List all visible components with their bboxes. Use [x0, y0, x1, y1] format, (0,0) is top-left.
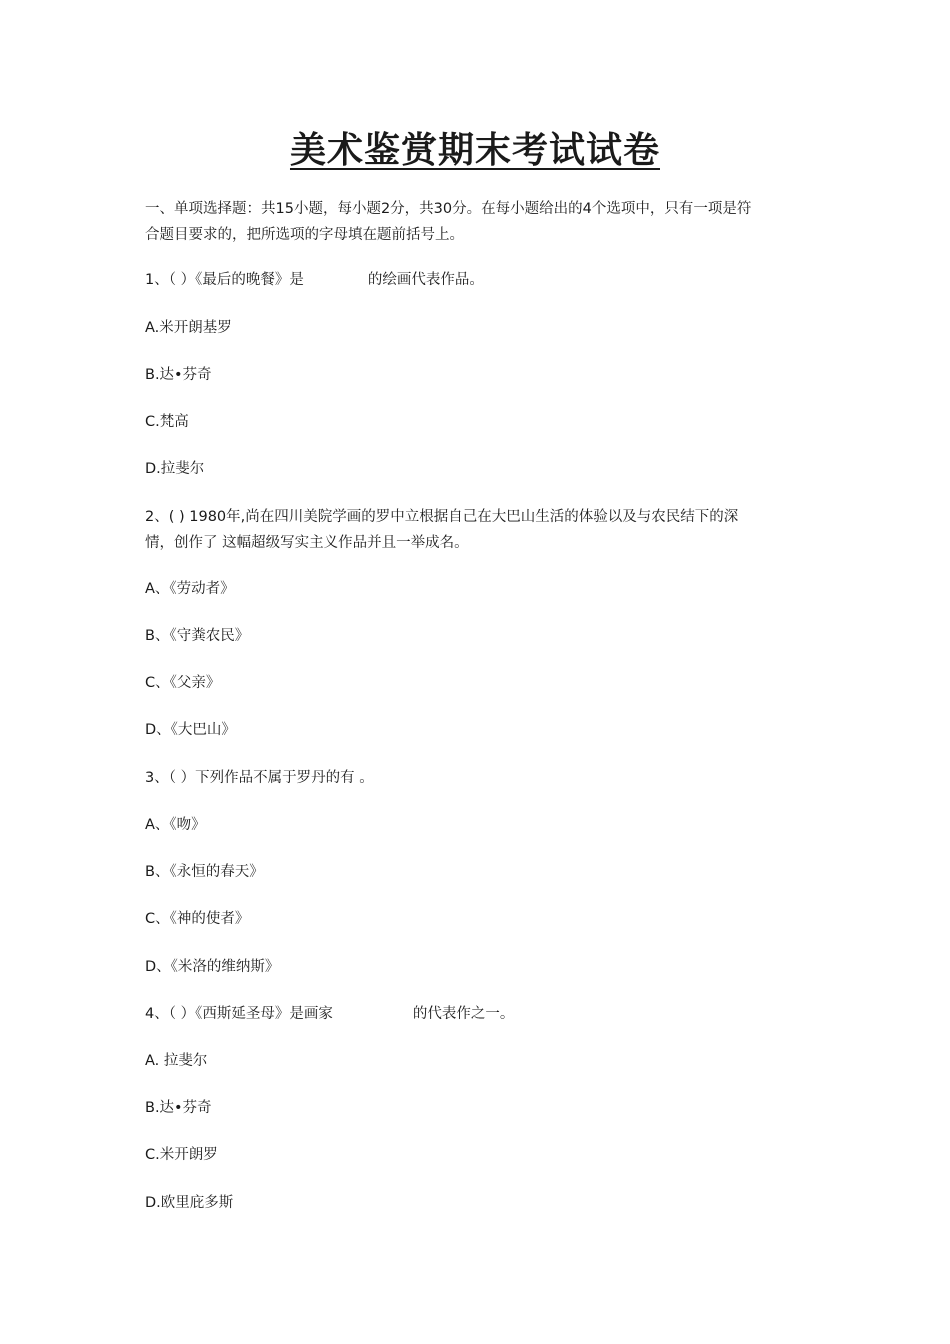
question-4-stem: [145, 1001, 813, 1027]
question-4-stem-start: 4、（ ）《西斯延圣母》是画家: [145, 1006, 333, 1022]
question-1-option-b: B.达•芬奇: [145, 367, 212, 383]
question-4-option-c: C.米开朗罗: [145, 1147, 218, 1163]
question-1-stem: [145, 267, 813, 293]
question-2-option-b: B、《守粪农民》: [145, 628, 250, 644]
question-3-option-b: B、《永恒的春天》: [145, 864, 264, 880]
question-2-option-a: A、《劳动者》: [145, 581, 235, 597]
question-3-option-d: D、《米洛的维纳斯》: [145, 959, 280, 975]
question-3-stem: 3、（ ）下列作品不属于罗丹的有 。: [145, 770, 374, 786]
question-3-option-c: C、《神的使者》: [145, 911, 250, 927]
question-4-option-a: A. 拉斐尔: [145, 1053, 208, 1069]
question-2-option-d: D、《大巴山》: [145, 722, 236, 738]
question-1-stem-end: 的绘画代表作品。: [367, 272, 484, 288]
exam-title: 美术鉴赏期末考试试卷: [289, 129, 660, 171]
instructions-line-1: 一、单项选择题：共15小题，每小题2分，共30分。在每小题给出的4个选项中，只有一项是符: [145, 201, 752, 217]
question-2-option-c: C、《父亲》: [145, 675, 221, 691]
question-1-option-d: D.拉斐尔: [145, 461, 205, 477]
question-4-option-d: D.欧里庇多斯: [145, 1195, 234, 1211]
question-1-stem-start: 1、（ ）《最后的晚餐》是: [145, 272, 304, 288]
instructions-line-2: 合题目要求的，把所选项的字母填在题前括号上。: [145, 227, 464, 243]
question-3-option-a: A、《吻》: [145, 817, 206, 833]
question-4-stem-end: 的代表作之一。: [412, 1006, 515, 1022]
question-4-option-b: B.达•芬奇: [145, 1100, 212, 1116]
question-1-option-a: A.米开朗基罗: [145, 320, 232, 336]
question-2-stem-line-2: 情，创作了 这幅超级写实主义作品并且一举成名。: [145, 535, 469, 551]
question-1-option-c: C.梵高: [145, 414, 189, 430]
question-2-stem-line-1: 2、( ) 1980年,尚在四川美院学画的罗中立根据自己在大巴山生活的体验以及与农民结下的深: [145, 509, 739, 525]
